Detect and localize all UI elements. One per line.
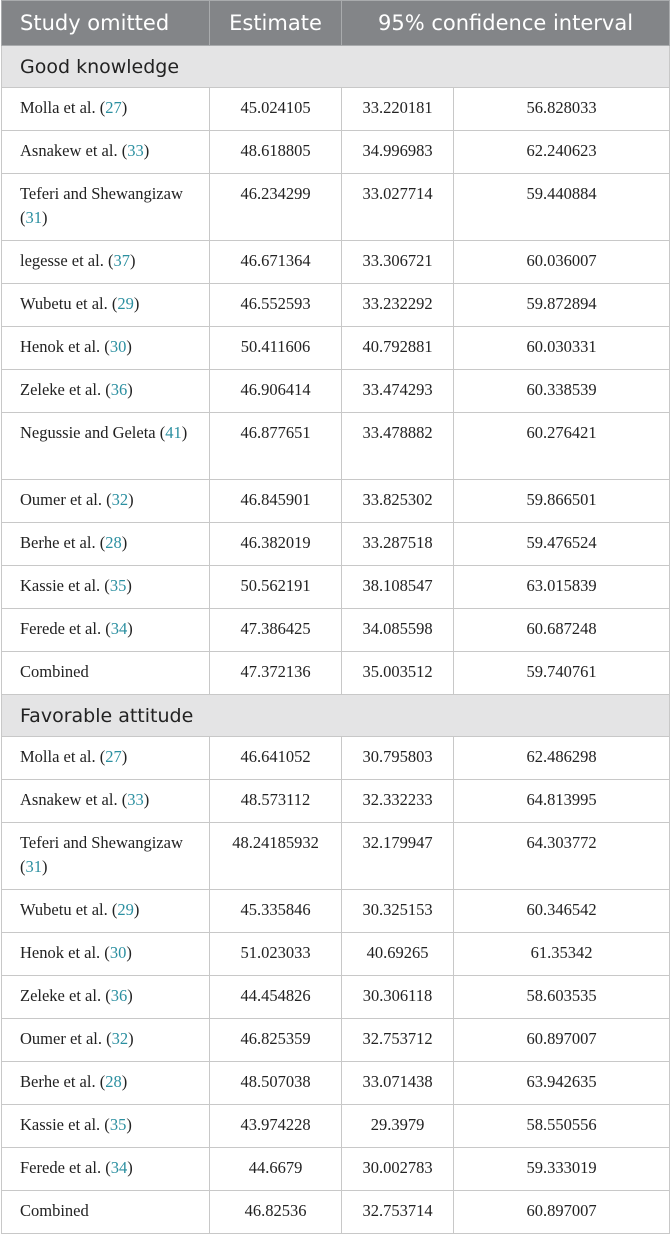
ci-upper-cell: 59.333019 [454, 1148, 670, 1191]
reference-close: ) [128, 1029, 134, 1048]
study-name: Henok et al. ( [20, 337, 110, 356]
table-row [2, 976, 670, 1019]
study-name: Asnakew et al. ( [20, 141, 128, 160]
header-row [2, 1, 670, 46]
table-row [2, 780, 670, 823]
reference-link[interactable]: 31 [25, 857, 42, 876]
study-name: Berhe et al. ( [20, 1072, 106, 1091]
table-row [2, 737, 670, 780]
ci-upper-cell: 59.740761 [454, 652, 670, 695]
col-header-ci: 95% confidence interval [342, 1, 670, 46]
ci-lower-cell: 32.753712 [342, 1019, 454, 1062]
ci-lower-cell: 33.287518 [342, 523, 454, 566]
ci-lower-cell: 33.232292 [342, 284, 454, 327]
study-cell [2, 933, 210, 976]
ci-upper-cell: 64.303772 [454, 823, 670, 890]
study-cell [2, 241, 210, 284]
study-cell [2, 609, 210, 652]
study-cell [2, 1105, 210, 1148]
study-name: Asnakew et al. ( [20, 790, 128, 809]
estimate-cell: 46.234299 [210, 174, 342, 241]
ci-upper-cell: 59.866501 [454, 480, 670, 523]
reference-link[interactable]: 32 [111, 490, 129, 509]
reference-close: ) [133, 294, 140, 313]
study-name: Oumer et al. ( [20, 490, 112, 509]
study-cell [2, 413, 210, 480]
study-name: Combined [20, 1201, 89, 1220]
reference-close: ) [121, 98, 128, 117]
reference-close: ) [143, 141, 150, 160]
study-cell [2, 88, 210, 131]
reference-link[interactable]: 30 [109, 943, 127, 962]
ci-lower-cell: 32.332233 [342, 780, 454, 823]
ci-upper-cell: 56.828033 [454, 88, 670, 131]
estimate-cell: 48.618805 [210, 131, 342, 174]
ci-lower-cell: 34.085598 [342, 609, 454, 652]
table-row [2, 480, 670, 523]
ci-lower-cell: 29.3979 [342, 1105, 454, 1148]
study-cell [2, 131, 210, 174]
ci-upper-cell: 58.550556 [454, 1105, 670, 1148]
ci-upper-cell: 60.036007 [454, 241, 670, 284]
study-name: Wubetu et al. ( [20, 900, 118, 919]
ci-upper-cell: 60.346542 [454, 890, 670, 933]
estimate-cell: 43.974228 [210, 1105, 342, 1148]
estimate-cell: 45.335846 [210, 890, 342, 933]
estimate-cell: 47.372136 [210, 652, 342, 695]
reference-close: ) [143, 790, 150, 809]
estimate-cell: 46.906414 [210, 370, 342, 413]
study-name: Molla et al. ( [20, 747, 106, 766]
reference-close: ) [126, 943, 132, 962]
ci-lower-cell: 30.002783 [342, 1148, 454, 1191]
ci-lower-cell: 33.071438 [342, 1062, 454, 1105]
estimate-cell: 51.023033 [210, 933, 342, 976]
reference-link[interactable]: 31 [25, 208, 42, 227]
ci-lower-cell: 30.306118 [342, 976, 454, 1019]
estimate-cell: 46.845901 [210, 480, 342, 523]
ci-upper-cell: 61.35342 [454, 933, 670, 976]
study-name: Zeleke et al. ( [20, 986, 111, 1005]
study-cell [2, 1191, 210, 1234]
estimate-cell: 46.877651 [210, 413, 342, 480]
reference-link[interactable]: 28 [105, 1072, 122, 1091]
study-name: Henok et al. ( [20, 943, 110, 962]
table-row [2, 327, 670, 370]
table-row [2, 1191, 670, 1234]
study-name: Combined [20, 662, 89, 681]
reference-link[interactable]: 35 [109, 1115, 127, 1134]
study-cell [2, 1062, 210, 1105]
table-row [2, 566, 670, 609]
section-row [2, 695, 670, 737]
reference-close: ) [121, 533, 128, 552]
study-name: Berhe et al. ( [20, 533, 106, 552]
ci-upper-cell: 63.942635 [454, 1062, 670, 1105]
study-cell [2, 890, 210, 933]
study-cell [2, 284, 210, 327]
estimate-cell: 48.24185932 [210, 823, 342, 890]
table-row [2, 652, 670, 695]
table-row [2, 823, 670, 890]
ci-lower-cell: 33.825302 [342, 480, 454, 523]
table-row [2, 88, 670, 131]
table-row [2, 174, 670, 241]
ci-upper-cell: 63.015839 [454, 566, 670, 609]
ci-lower-cell: 33.027714 [342, 174, 454, 241]
study-cell [2, 1019, 210, 1062]
reference-link[interactable]: 35 [109, 576, 127, 595]
study-name: Kassie et al. ( [20, 576, 110, 595]
estimate-cell: 50.411606 [210, 327, 342, 370]
ci-lower-cell: 38.108547 [342, 566, 454, 609]
ci-lower-cell: 34.996983 [342, 131, 454, 174]
ci-upper-cell: 60.897007 [454, 1191, 670, 1234]
table-row [2, 241, 670, 284]
col-header-estimate: Estimate [210, 1, 342, 46]
ci-upper-cell: 60.687248 [454, 609, 670, 652]
estimate-cell: 45.024105 [210, 88, 342, 131]
table-row [2, 1148, 670, 1191]
ci-upper-cell: 64.813995 [454, 780, 670, 823]
reference-link[interactable]: 30 [109, 337, 127, 356]
table-row [2, 413, 670, 480]
table-row [2, 890, 670, 933]
reference-close: ) [126, 576, 132, 595]
reference-link[interactable]: 27 [105, 747, 122, 766]
reference-close: ) [127, 1158, 133, 1177]
ci-lower-cell: 30.325153 [342, 890, 454, 933]
reference-link[interactable]: 33 [127, 141, 144, 160]
reference-close: ) [127, 380, 133, 399]
estimate-cell: 50.562191 [210, 566, 342, 609]
study-cell [2, 780, 210, 823]
reference-close: ) [42, 208, 48, 227]
results-table [1, 0, 670, 1234]
table-row [2, 370, 670, 413]
reference-close: ) [129, 251, 136, 270]
study-name: Teferi and Shewangizaw ( [20, 184, 183, 227]
study-name: Negussie and Geleta ( [20, 423, 166, 442]
ci-lower-cell: 33.474293 [342, 370, 454, 413]
estimate-cell: 46.82536 [210, 1191, 342, 1234]
estimate-cell: 46.552593 [210, 284, 342, 327]
study-cell [2, 1148, 210, 1191]
reference-link[interactable]: 33 [127, 790, 144, 809]
estimate-cell: 44.454826 [210, 976, 342, 1019]
section-title: Favorable attitude [2, 695, 670, 737]
reference-close: ) [126, 1115, 132, 1134]
reference-close: ) [127, 619, 133, 638]
section-title: Good knowledge [2, 46, 670, 88]
ci-upper-cell: 59.440884 [454, 174, 670, 241]
reference-link[interactable]: 41 [165, 423, 182, 442]
reference-link[interactable]: 27 [105, 98, 122, 117]
ci-upper-cell: 60.338539 [454, 370, 670, 413]
study-name: Molla et al. ( [20, 98, 106, 117]
study-cell [2, 174, 210, 241]
study-cell [2, 652, 210, 695]
study-name: Wubetu et al. ( [20, 294, 118, 313]
ci-upper-cell: 58.603535 [454, 976, 670, 1019]
reference-close: ) [128, 490, 134, 509]
reference-link[interactable]: 36 [110, 986, 128, 1005]
study-name: Kassie et al. ( [20, 1115, 110, 1134]
estimate-cell: 46.825359 [210, 1019, 342, 1062]
estimate-cell: 46.671364 [210, 241, 342, 284]
estimate-cell: 48.507038 [210, 1062, 342, 1105]
study-cell [2, 737, 210, 780]
ci-upper-cell: 60.897007 [454, 1019, 670, 1062]
study-name: Teferi and Shewangizaw ( [20, 833, 183, 876]
study-cell [2, 976, 210, 1019]
reference-link[interactable]: 36 [110, 380, 128, 399]
estimate-cell: 48.573112 [210, 780, 342, 823]
reference-close: ) [126, 337, 132, 356]
reference-close: ) [181, 423, 188, 442]
reference-close: ) [121, 1072, 128, 1091]
reference-link[interactable]: 37 [113, 251, 130, 270]
section-row [2, 46, 670, 88]
table-row [2, 609, 670, 652]
study-cell [2, 566, 210, 609]
reference-close: ) [127, 986, 133, 1005]
reference-close: ) [42, 857, 48, 876]
estimate-cell: 46.382019 [210, 523, 342, 566]
table-row [2, 523, 670, 566]
study-cell [2, 327, 210, 370]
ci-upper-cell: 59.872894 [454, 284, 670, 327]
table-row [2, 1019, 670, 1062]
reference-close: ) [133, 900, 140, 919]
study-cell [2, 523, 210, 566]
reference-link[interactable]: 32 [111, 1029, 129, 1048]
reference-link[interactable]: 28 [105, 533, 122, 552]
ci-lower-cell: 40.69265 [342, 933, 454, 976]
table-row [2, 131, 670, 174]
table-row [2, 933, 670, 976]
study-cell [2, 480, 210, 523]
col-header-study: Study omitted [2, 1, 210, 46]
reference-link[interactable]: 29 [117, 900, 134, 919]
ci-lower-cell: 33.306721 [342, 241, 454, 284]
table-row [2, 1105, 670, 1148]
ci-lower-cell: 33.220181 [342, 88, 454, 131]
study-name: Ferede et al. ( [20, 619, 111, 638]
reference-link[interactable]: 34 [110, 1158, 128, 1177]
table-row [2, 284, 670, 327]
reference-link[interactable]: 29 [117, 294, 134, 313]
study-name: Oumer et al. ( [20, 1029, 112, 1048]
ci-lower-cell: 40.792881 [342, 327, 454, 370]
study-cell [2, 370, 210, 413]
ci-upper-cell: 62.240623 [454, 131, 670, 174]
study-cell [2, 823, 210, 890]
study-name: Zeleke et al. ( [20, 380, 111, 399]
estimate-cell: 47.386425 [210, 609, 342, 652]
ci-upper-cell: 59.476524 [454, 523, 670, 566]
ci-lower-cell: 32.753714 [342, 1191, 454, 1234]
ci-lower-cell: 33.478882 [342, 413, 454, 480]
reference-link[interactable]: 34 [110, 619, 128, 638]
estimate-cell: 46.641052 [210, 737, 342, 780]
study-name: legesse et al. ( [20, 251, 114, 270]
reference-close: ) [121, 747, 128, 766]
estimate-cell: 44.6679 [210, 1148, 342, 1191]
ci-lower-cell: 35.003512 [342, 652, 454, 695]
study-name: Ferede et al. ( [20, 1158, 111, 1177]
ci-upper-cell: 60.276421 [454, 413, 670, 480]
ci-lower-cell: 32.179947 [342, 823, 454, 890]
table-row [2, 1062, 670, 1105]
ci-upper-cell: 62.486298 [454, 737, 670, 780]
ci-lower-cell: 30.795803 [342, 737, 454, 780]
ci-upper-cell: 60.030331 [454, 327, 670, 370]
